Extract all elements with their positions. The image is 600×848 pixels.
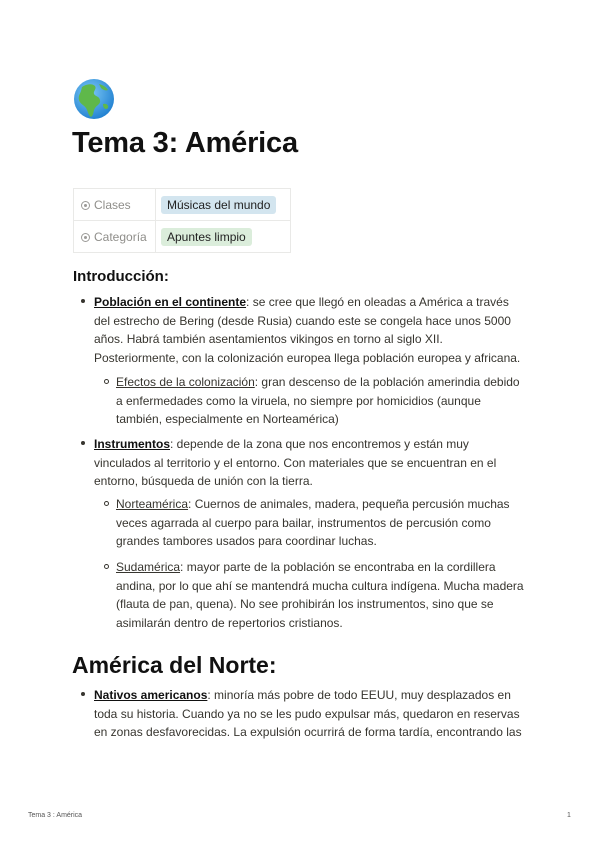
text-line: : depende de la zona que nos encontremos y están muy [170, 437, 469, 451]
term-label: Nativos americanos [94, 688, 208, 702]
bullet-dot [81, 299, 85, 303]
text-line: también, especialmente en Norteamérica) [116, 412, 339, 426]
term-label: Sudamérica [116, 560, 181, 574]
property-key [74, 189, 156, 221]
term-label: Población en el continente [94, 295, 247, 309]
list-item-sudamerica [116, 558, 536, 632]
list-item-norteamerica [116, 495, 536, 551]
properties-table [73, 188, 291, 253]
bullet-dot [81, 441, 85, 445]
list-item-instrumentos [94, 435, 534, 491]
footer-page-number: 1 [567, 812, 571, 819]
text-line: : se cree que llegó en oleadas a América a través [246, 295, 509, 309]
text-line: vinculados al territorio y el entorno. Con materiales que se encuentran en el [94, 455, 497, 470]
text-line: veces agarrada al cuerpo para bailar, instrumentos de percusión como [116, 515, 491, 530]
text-line: toda su historia. Cuando ya no se les pudo expulsar más, quedaron en reservas [94, 706, 520, 721]
bullet-dot [81, 692, 85, 696]
text-line: grandes tambores usados para coordinar luchas. [116, 534, 377, 548]
text-line: : minoría más pobre de todo EEUU, muy desplazados en [207, 688, 511, 702]
text-line: : gran descenso de la población amerindia debido [254, 375, 520, 389]
property-key [74, 221, 156, 253]
property-icon [81, 201, 90, 210]
text-line: a enfermedades como la viruela, no siempre por homicidios (aunque [116, 393, 481, 408]
text-line: : Cuernos de animales, madera, pequeña percusión muchas [188, 497, 510, 511]
text-line: : mayor parte de la población se encontraba en la cordillera [180, 560, 496, 574]
term-label: Norteamérica [116, 497, 189, 511]
property-row-categoria [74, 221, 291, 253]
text-line: años. Habrá también asentamientos vikingos en torno al siglo XII. [94, 332, 443, 346]
property-tag[interactable]: Músicas del mundo [161, 196, 276, 214]
page-title: Tema 3: América [72, 127, 298, 159]
property-row-clases [74, 189, 291, 221]
term-label: Efectos de la colonización [116, 375, 255, 389]
text-line: (flauta de pan, quena). No see prohibirán los instrumentos, sino que se [116, 597, 494, 611]
text-line: andina, por lo que ahí se mantendrá mucha cultura indígena. Mucha madera [116, 578, 524, 593]
section-heading-introduccion: Introducción: [73, 268, 169, 285]
text-line: en zonas desfavorecidas. La expulsión ocurrirá de forma tardía, encontrando las [94, 725, 522, 739]
globe-americas-icon [73, 78, 115, 120]
list-item-nativos [94, 686, 534, 742]
property-icon [81, 233, 90, 242]
bullet-circle [104, 379, 109, 384]
property-key-label: Categoría [94, 229, 147, 244]
text-line: entorno, búsqueda de unión con la tierra. [94, 474, 313, 488]
text-line: asimilarán dentro de repertorios cristianos. [116, 615, 343, 630]
term-label: Instrumentos [94, 437, 171, 451]
property-value[interactable] [156, 189, 291, 221]
list-item-poblacion [94, 293, 534, 367]
property-key-label: Clases [94, 197, 131, 212]
text-line: del estrecho de Bering (desde Rusia) cuando este se congela hace unos 5000 [94, 313, 511, 328]
section-heading-america-del-norte: América del Norte: [72, 652, 277, 678]
footer-title: Tema 3 : América [28, 812, 83, 819]
text-line: Posteriormente, con la colonización europea llega población europea y africana. [94, 350, 521, 365]
bullet-circle [104, 501, 109, 506]
list-item-efectos [116, 373, 536, 429]
property-tag[interactable]: Apuntes limpio [161, 228, 252, 246]
bullet-circle [104, 564, 109, 569]
property-value[interactable] [156, 221, 291, 253]
